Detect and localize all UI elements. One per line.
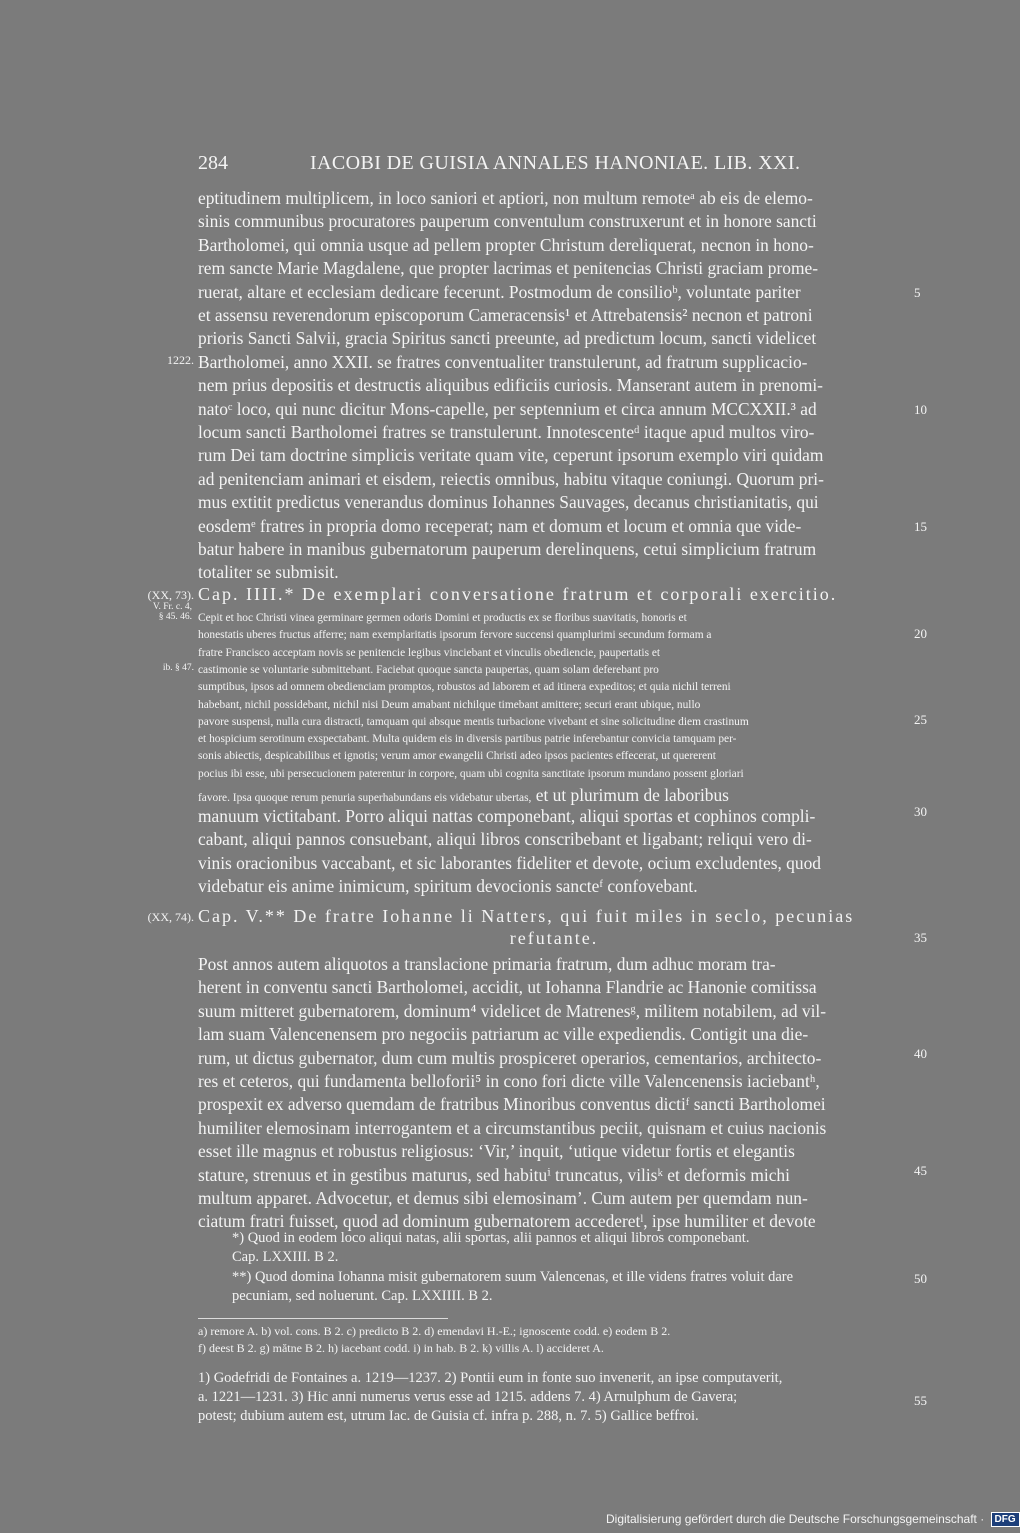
apparatus-line: f) deest B 2. g) mătne B 2. h) iacebant codd. i) in hab. B 2. k) villis A. l) accideret A.: [198, 1341, 604, 1355]
line-number: 5: [914, 285, 921, 300]
text-line: locum sancti Bartholomei fratres se transtulerunt. Innotescenteᵈ itaque apud multos viro-: [198, 422, 815, 442]
mixed-text-line: [198, 785, 910, 806]
text-line: ruerat, altare et ecclesiam dedicare fecerunt. Postmodum de consilioᵇ, voluntate pariter: [198, 281, 801, 302]
line-number: 25: [914, 712, 927, 727]
dfg-banner: [606, 1512, 1020, 1527]
text-line: videbatur eis anime inimicum, spiritum devocionis sancteᶠ confovebant.: [198, 876, 698, 897]
running-header: [198, 152, 910, 182]
line-number: 10: [914, 402, 927, 417]
text-line: batur habere in manibus gubernatorum pauperum derelinquens, cetui simplicium fratrum: [198, 539, 817, 559]
text-line: prioris Sancti Salvii, gracia Spiritus sancti preeunte, ad predictum locum, sancti videlicet: [198, 328, 817, 349]
margin-reference-sub: V. Fr. c. 4,: [152, 602, 192, 612]
text-line: esset ille magnus et robustus religiosus: ‘Vir,’ inquit, ‘utique videtur fortis et elegantis: [198, 1141, 795, 1162]
line-number: 55: [914, 1393, 927, 1408]
small-text-line: et hospicium serotinum exspectabant. Multa quidem eis in diversis partibus patrie inferebantur convicia tamquam per-: [198, 733, 737, 746]
text-line: Bartholomei, qui omnia usque ad pellem propter Christum dereliquerat, necnon in hono-: [198, 234, 814, 255]
footnote-line: 1) Godefridi de Fontaines a. 1219—1237. 2) Pontii eum in fonte suo invenerit, an ipse computaverit,: [198, 1370, 783, 1386]
chapter-title: Cap. V.** De fratre Iohanne li Natters, qui fuit miles in seclo, pecunias: [198, 906, 855, 926]
text-line: Post annos autem aliquotos a translacione primaria fratrum, dum adhuc moram tra-: [198, 954, 776, 974]
small-text-line: honestatis uberes fructus afferre; nam exemplaritatis ipsorum fervore succensi quamplurimi secundum formam a: [198, 629, 712, 642]
margin-reference: (XX, 73).: [147, 588, 194, 602]
text-line: cabant, aliqui pannos consuebant, aliqui libros conscribebant et ligabant; reliqui vero di-: [198, 829, 812, 850]
text-line: prospexit ex adverso quemdam de fratribus Minoribus conventus dictiᶠ sancti Bartholomei: [198, 1094, 826, 1115]
apparatus-separator: [198, 1318, 448, 1319]
text-line: totaliter se submisit.: [198, 562, 339, 583]
dfg-logo: DFG: [991, 1512, 1020, 1527]
footnote-line: potest; dubium autem est, utrum Iac. de Guisia cf. infra p. 288, n. 7. 5) Gallice beffroi.: [198, 1408, 699, 1424]
text-line: suum mitteret gubernatorem, dominum⁴ videlicet de Matrenesᵍ, militem notabilem, ad vil-: [198, 1000, 827, 1021]
text-line: rum, ut dictus gubernator, dum cum multis prospiceret operarios, cementarios, architecto-: [198, 1047, 822, 1068]
text-line: res et ceteros, qui fundamenta belloforii⁵ in cono fori dicte ville Valencenensis iaciebantʰ,: [198, 1071, 820, 1091]
body-text-segment: et ut plurimum de laboribus: [531, 785, 729, 805]
note-line: **) Quod domina Iohanna misit gubernatorem suum Valencenas, et ille videns fratres voluit dare: [232, 1269, 794, 1285]
margin-reference: (XX, 74).: [147, 910, 194, 924]
small-text-line: fratre Francisco acceptam novis se penitencie legibus vinciebant et vinculis obediencie, paupertatis et: [198, 646, 661, 659]
text-line: humiliter elemosinam interrogantem et a circumstantibus peciit, quisnam et cuius nacionis: [198, 1117, 827, 1138]
text-line: rum Dei tam doctrine simplicis veritate quam vite, ceperunt ipsorum exemplo viri quidam: [198, 445, 824, 466]
line-number: 45: [914, 1163, 927, 1178]
line-number: 30: [914, 804, 927, 819]
running-title: IACOBI DE GUISIA ANNALES HANONIAE. LIB. XXI.: [310, 152, 801, 174]
margin-year: 1222.: [167, 353, 194, 367]
chapter-title-continued: refutante.: [509, 928, 599, 948]
text-line: ad penitenciam animari et eisdem, reiectis omnibus, habitu vitaque coniungi. Quorum pri-: [198, 468, 824, 489]
text-line: natoᶜ loco, qui nunc dicitur Mons-capelle, per septennium et circa annum MCCXXII.³ ad: [198, 398, 817, 419]
small-text-line: sumptibus, ipsos ad omnem obedienciam promptos, robustos ad laborem et ad itinera expeditos; et quia nichil terreni: [198, 681, 731, 694]
margin-reference: ib. § 47.: [162, 663, 194, 673]
small-text-line: pavore suspensi, nulla cura distracti, tamquam qui absque mentis turbacione vivebant et sine solicitudine diem crastinum: [198, 715, 749, 728]
small-text-line: castimonie se voluntarie submittebant. Faciebat quoque sancta paupertas, quam solam deferebant pro: [198, 663, 659, 676]
text-line: mus extitit predictus venerandus dominus Iohannes Sauvages, decanus christianitatis, qui: [198, 492, 819, 513]
text-line: eptitudinem multiplicem, in loco saniori et aptiori, non multum remoteᵃ ab eis de elemo-: [198, 188, 813, 208]
note-line: Cap. LXXIII. B 2.: [232, 1249, 339, 1265]
note-line: pecuniam, sed noluerunt. Cap. LXXIIII. B 2.: [232, 1288, 493, 1304]
text-line: eosdemᵉ fratres in propria domo receperat; nam et domum et locum et omnia que vide-: [198, 515, 802, 536]
text-line: stature, strenuus et in gestibus maturus, sed habituⁱ truncatus, vilisᵏ et deformis michi: [198, 1164, 790, 1185]
line-number: 40: [914, 1046, 927, 1061]
line-number: 15: [914, 519, 927, 534]
text-line: ciatum fratri fuisset, quod ad dominum gubernatorem accederetˡ, ipse humiliter et devote: [198, 1211, 816, 1232]
text-line: herent in conventu sancti Bartholomei, accidit, ut Iohanna Flandrie ac Hanonie comitissa: [198, 977, 817, 998]
text-line: Bartholomei, anno XXII. se fratres conventualiter transtulerunt, ad fratrum supplicacio-: [198, 351, 808, 372]
chapter-title: Cap. IIII.* De exemplari conversatione fratrum et corporali exercitio.: [198, 584, 838, 604]
text-line: et assensu reverendorum episcoporum Cameracensis¹ et Attrebatensis² necnon et patroni: [198, 305, 813, 325]
margin-reference-sub: § 45. 46.: [158, 612, 192, 622]
small-text-segment: favore. Ipsa quoque rerum penuria superhabundans eis videbatur ubertas,: [198, 792, 532, 804]
line-number: 20: [914, 626, 927, 641]
line-number: 50: [914, 1271, 927, 1286]
text-line: sinis communibus procuratores pauperum conventulum construxerunt et in honore sancti: [198, 211, 817, 232]
text-line: nem prius depositis et destructis aliquibus edificiis curiosis. Manserant autem in prenomi-: [198, 375, 823, 396]
small-text-line: pocius ibi esse, ubi persecucionem paterentur in corpore, quam ubi cognita sanctitate ipsorum mundano possent gloriari: [198, 767, 744, 780]
small-text-line: habebant, nichil possidebant, nichil nisi Deum amabant nichilque timebant amittere; securi erant ubique, nullo: [198, 698, 701, 711]
footnote-line: a. 1221—1231. 3) Hic anni numerus verus esse ad 1215. addens 7. 4) Arnulphum de Gavera;: [198, 1389, 738, 1405]
page-number: 284: [198, 152, 228, 174]
text-line: lam suam Valencenensem pro negociis patriarum ac ville expediendis. Contigit una die-: [198, 1024, 809, 1045]
text-line: rem sancte Marie Magdalene, que propter lacrimas et penitencias Christi graciam prome-: [198, 258, 819, 279]
small-text-line: Cepit et hoc Christi vinea germinare germen odoris Domini et productis ex se floribus suavitatis, honoris et: [198, 612, 687, 624]
note-line: *) Quod in eodem loco aliqui natas, alii sportas, alii pannos et aliqui libros componebant.: [232, 1230, 750, 1246]
small-text-line: sonis abiectis, despicabilibus et ignotis; verum amor ewangelii Christi adeo ipsos pacientes effecerat, ut quererent: [198, 750, 716, 763]
text-line: manuum victitabant. Porro aliqui nattas componebant, aliqui sportas et cophinos compli-: [198, 806, 816, 826]
text-line: multum apparet. Advocetur, et demus sibi elemosinam’. Cum autem per quemdam nun-: [198, 1188, 808, 1208]
line-number: 35: [914, 930, 927, 945]
apparatus-line: a) remore A. b) vol. cons. B 2. c) predicto B 2. d) emendavi H.-E.; ignoscente codd. e) eodem B 2.: [198, 1324, 671, 1338]
text-line: vinis oracionibus vaccabant, et sic laborantes fideliter et devote, ocium excludentes, quod: [198, 852, 821, 873]
banner-text: Digitalisierung gefördert durch die Deutsche Forschungsgemeinschaft ·: [606, 1512, 985, 1526]
